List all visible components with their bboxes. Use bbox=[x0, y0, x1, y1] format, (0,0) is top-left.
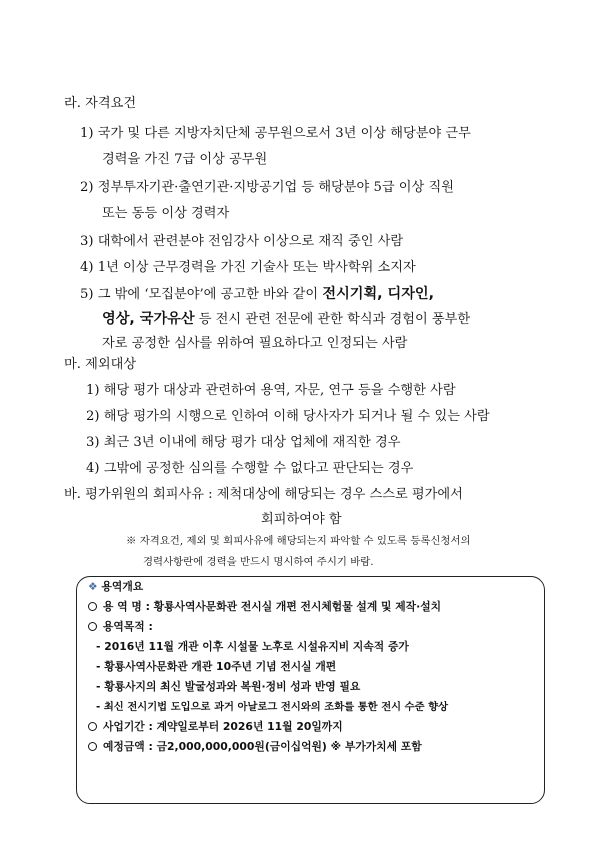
budget-value: 금2,000,000,000원(금이십억원) ※ 부가가치세 포함 bbox=[156, 740, 422, 753]
period-value: 계약일로부터 2026년 11월 20일까지 bbox=[156, 720, 343, 733]
purpose-item-4: - 최신 전시기법 도입으로 과거 아날로그 전시와의 조화를 통한 전시 수준 향상 bbox=[96, 701, 449, 713]
qualification-item-5-emphasis: 전시기획, 디자인, bbox=[322, 286, 435, 302]
diamond-bullet-icon: ❖ bbox=[88, 580, 98, 593]
circle-bullet-icon bbox=[88, 722, 97, 731]
qualification-item-2: 2) 정부투자기관·출연기관·지방공기업 등 해당분야 5급 이상 직원 bbox=[80, 180, 454, 195]
qualification-item-3: 3) 대학에서 관련분야 전임강사 이상으로 재직 중인 사람 bbox=[80, 234, 404, 249]
qualification-item-5-text-2: 등 전시 관련 전문에 관한 학식과 경험이 풍부한 bbox=[194, 312, 471, 327]
exclusion-item-3: 3) 최근 3년 이내에 해당 평가 대상 업체에 재직한 경우 bbox=[86, 435, 401, 450]
section-ma-heading: 마. 제외대상 bbox=[64, 357, 137, 372]
qualification-item-5 bbox=[80, 286, 434, 303]
period-row bbox=[88, 720, 343, 734]
note-line-1: ※ 자격요건, 제외 및 회피사유에 해당되는지 파악할 수 있도록 등록신청서의 bbox=[126, 535, 471, 547]
circle-bullet-icon bbox=[88, 602, 97, 611]
circle-bullet-icon bbox=[88, 622, 97, 631]
service-name-label: 용 역 명 : bbox=[103, 600, 150, 613]
qualification-item-5-cont-2: 자로 공정한 심사를 위하여 필요하다고 인정되는 사람 bbox=[102, 336, 408, 351]
service-name-row bbox=[88, 600, 441, 614]
period-label: 사업기간 : bbox=[103, 720, 153, 733]
purpose-item-2: - 황룡사역사문화관 개관 10주년 기념 전시실 개편 bbox=[96, 660, 337, 673]
purpose-label: 용역목적 : bbox=[103, 620, 153, 633]
note-line-2: 경력사항란에 경력을 반드시 명시하여 주시기 바람. bbox=[143, 556, 374, 568]
budget-row bbox=[88, 740, 422, 754]
exclusion-item-4: 4) 그밖에 공정한 심의를 수행할 수 없다고 판단되는 경우 bbox=[86, 461, 414, 476]
budget-label: 예정금액 : bbox=[103, 740, 153, 753]
purpose-row bbox=[88, 620, 153, 634]
exclusion-item-1: 1) 해당 평가 대상과 관련하여 용역, 자문, 연구 등을 수행한 사람 bbox=[86, 383, 456, 398]
qualification-item-2-cont: 또는 동등 이상 경력자 bbox=[102, 206, 230, 221]
qualification-item-5-cont bbox=[102, 311, 470, 328]
purpose-item-3: - 황룡사지의 최신 발굴성과와 복원·정비 성과 반영 필요 bbox=[96, 680, 361, 693]
overview-title bbox=[88, 580, 143, 594]
purpose-item-1: - 2016년 11월 개관 이후 시설물 노후로 시설유지비 지속적 증가 bbox=[96, 640, 409, 653]
section-ba-cont: 회피하여야 함 bbox=[261, 512, 342, 527]
qualification-item-5-text: 5) 그 밖에 ‘모집분야’에 공고한 바와 같이 bbox=[80, 287, 323, 302]
exclusion-item-2: 2) 해당 평가의 시행으로 인하여 이해 당사자가 되거나 될 수 있는 사람 bbox=[86, 409, 490, 424]
qualification-item-1-cont: 경력을 가진 7급 이상 공무원 bbox=[102, 152, 268, 167]
section-ba-heading: 바. 평가위원의 회피사유 : 제척대상에 해당되는 경우 스스로 평가에서 bbox=[64, 487, 463, 502]
overview-title-text: 용역개요 bbox=[101, 580, 144, 593]
service-name-value: 황룡사역사문화관 전시실 개편 전시체험물 설계 및 제작·설치 bbox=[153, 600, 442, 613]
section-ra-heading: 라. 자격요건 bbox=[64, 96, 137, 111]
qualification-item-4: 4) 1년 이상 근무경력을 가진 기술사 또는 박사학위 소지자 bbox=[80, 260, 416, 275]
qualification-item-5-emphasis-2: 영상, 국가유산 bbox=[102, 311, 195, 327]
qualification-item-1: 1) 국가 및 다른 지방자치단체 공무원으로서 3년 이상 해당분야 근무 bbox=[80, 126, 471, 141]
circle-bullet-icon bbox=[88, 742, 97, 751]
